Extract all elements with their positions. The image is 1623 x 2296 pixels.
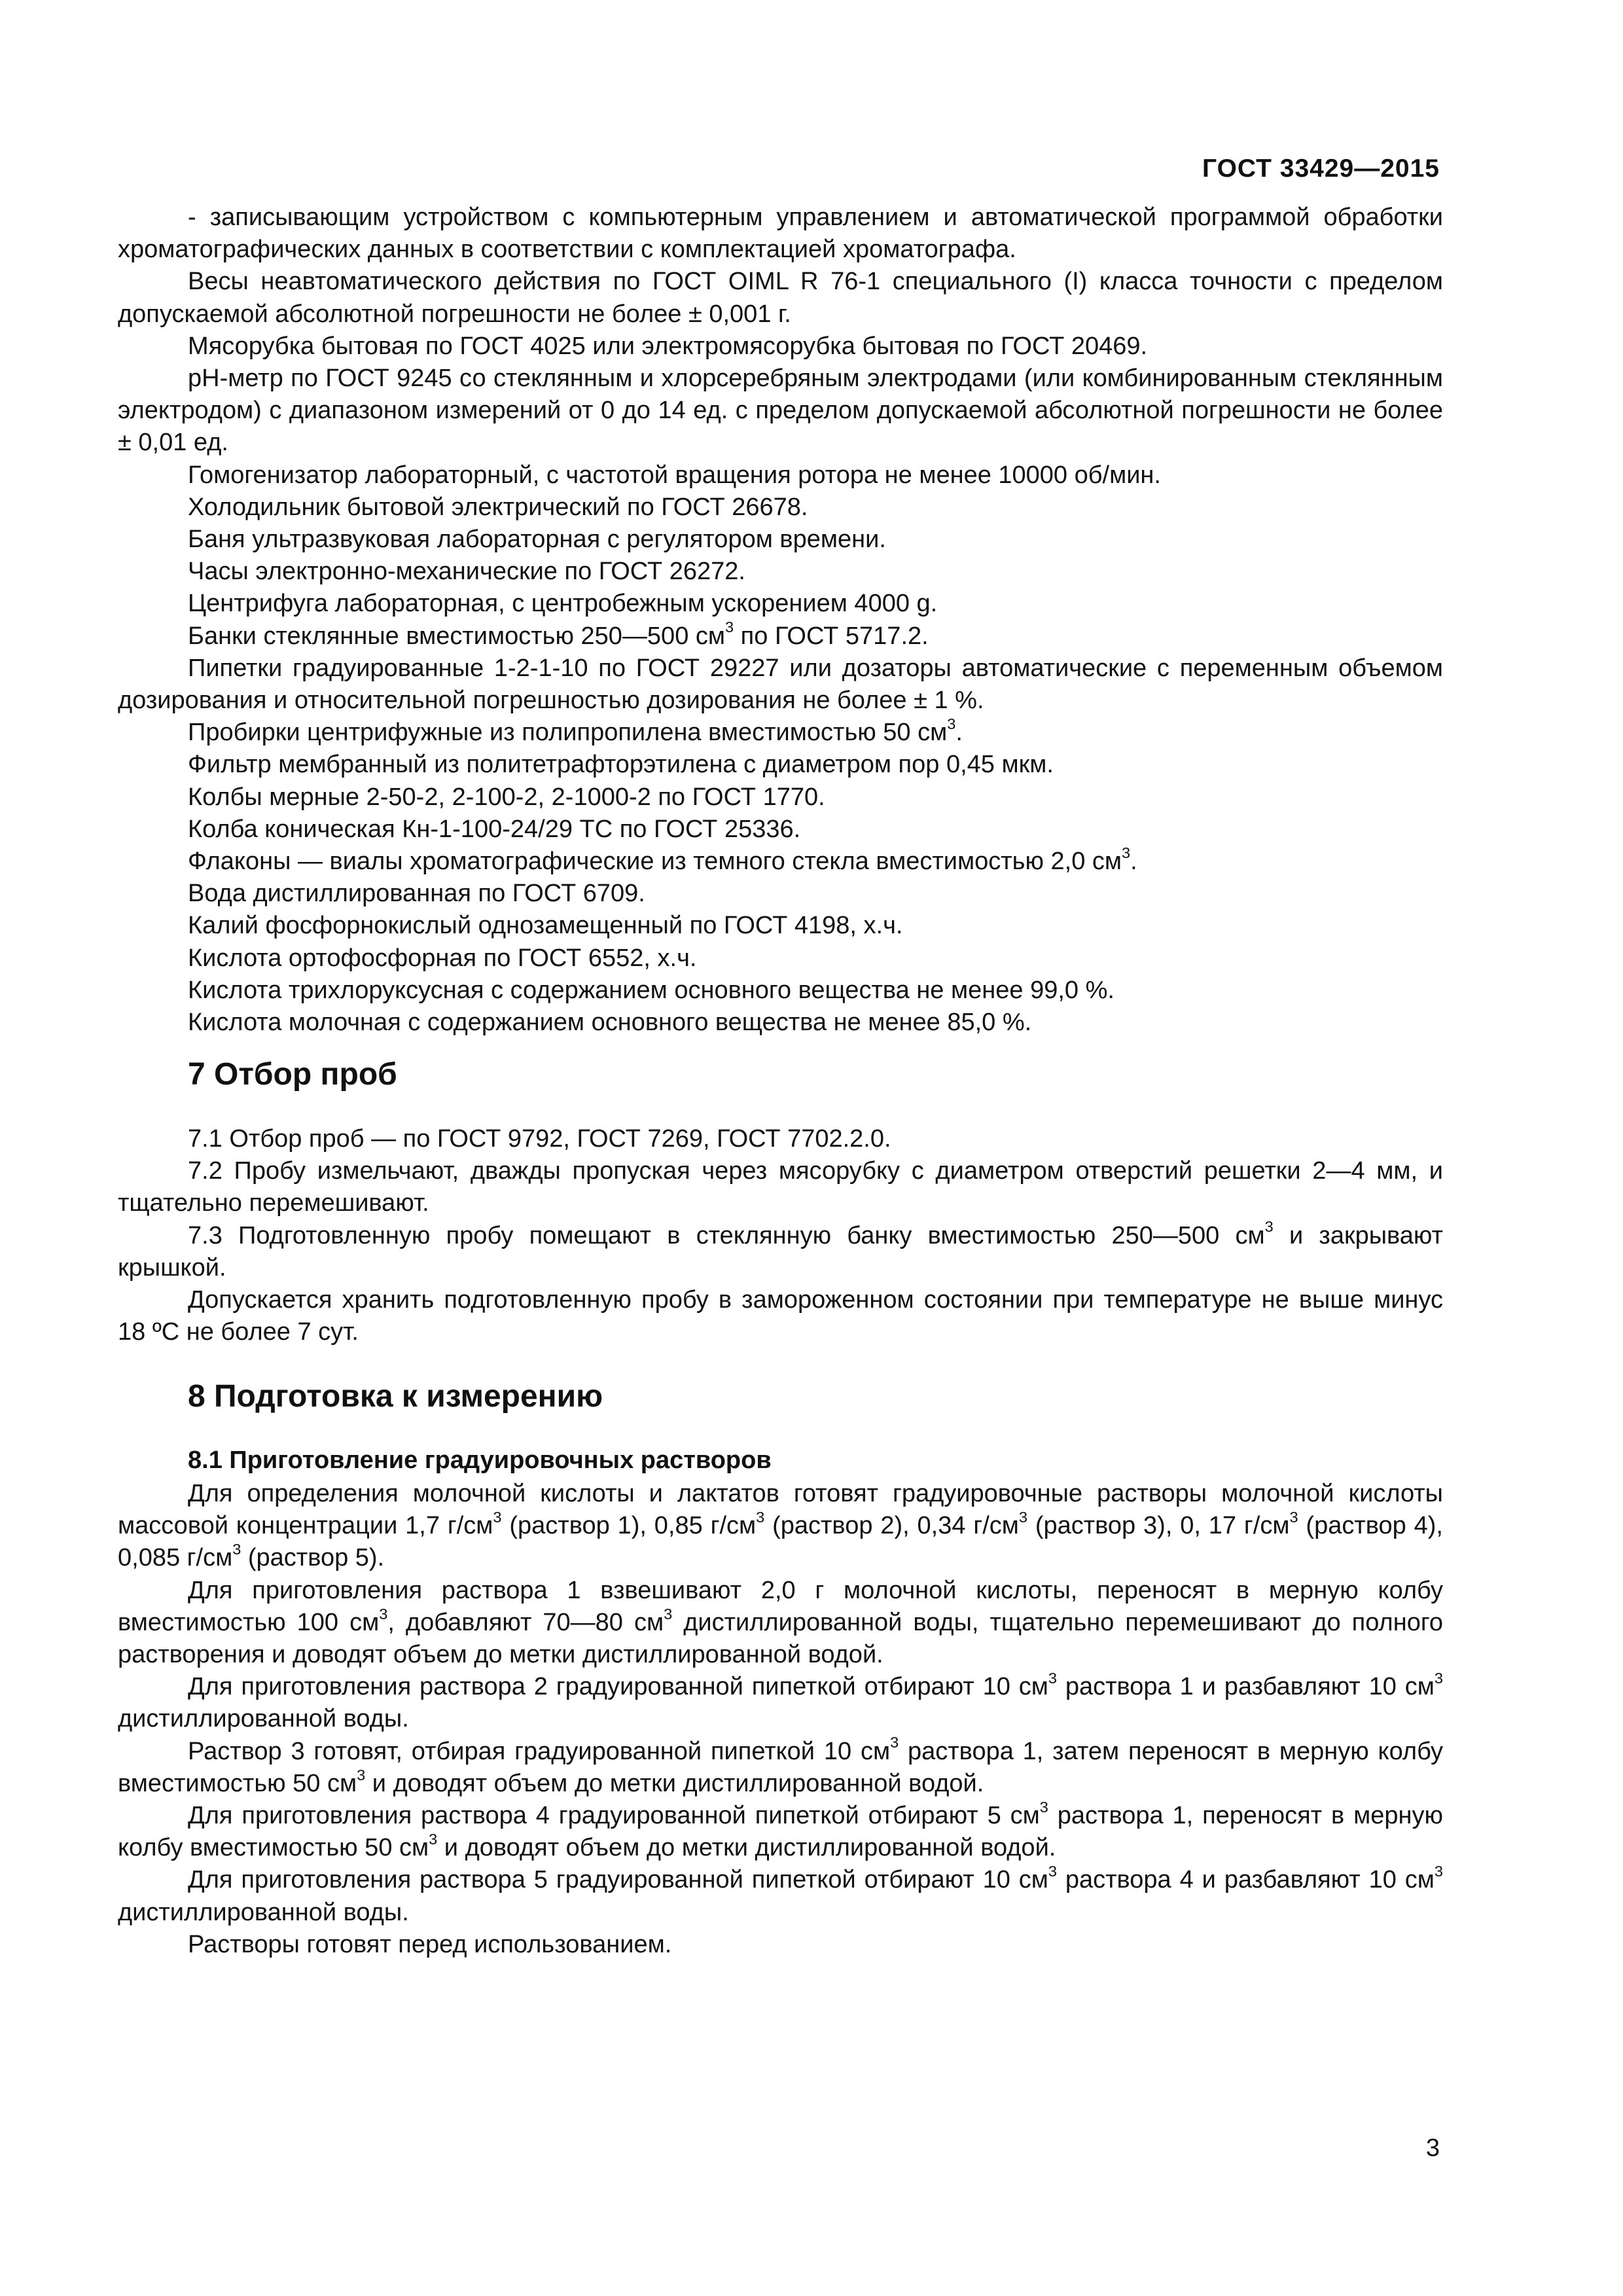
paragraph: Растворы готовят перед использованием. [188,1930,672,1958]
list-item: Пробирки центрифужные из полипропилена вместимостью 50 $см^3$. [188,715,963,747]
list-item: Кислота ортофосфорная по ГОСТ 6552, х.ч. [188,944,697,972]
list-item: Центрифуга лабораторная, с центробежным ускорением 4000 g. [188,590,938,618]
list-item: Флаконы — виалы хроматографические из темного стекла вместимостью 2,0 $см^3$. [188,844,1137,876]
list-item: Фильтр мембранный из политетрафторэтилена с диаметром пор 0,45 мкм. [188,751,1054,779]
list-item: Кислота трихлоруксусная с содержанием основного вещества не менее 99,0 %. [188,976,1115,1004]
list-item: Мясорубка бытовая по ГОСТ 4025 или электромясорубка бытовая по ГОСТ 20469. [188,332,1148,360]
list-item: Гомогенизатор лабораторный, с частотой вращения ротора не менее 10000 об/мин. [188,461,1161,489]
paragraph: 7.1 Отбор проб — по ГОСТ 9792, ГОСТ 7269, ГОСТ 7702.2.0. [188,1125,891,1153]
list-item: Колба коническая Кн-1-100-24/29 ТС по ГОСТ 25336. [188,815,801,843]
paragraph: Для определения молочной кислоты и лактатов готовят градуировочные растворы молочной кислоты массовой концентрации 1,7 $г/см^3$ (раствор 1), 0,85 $г/см^3$ (раствор 2), 0,34 $г/см^3$ (раствор 3), 0, 17 $г/см^3$ (раствор 4), 0,085 $г/см^3$ (раствор 5). [118,1480,1443,1572]
paragraph: Для приготовления раствора 4 градуированной пипеткой отбирают 5 $см^3$ раствора 1, переносят в мерную колбу вместимостью 50 $см^3$ и доводят объем до метки дистиллированной водой. [118,1798,1444,1862]
paragraph: Раствор 3 готовят, отбирая градуированной пипеткой 10 $см^3$ раствора 1, затем переносят в мерную колбу вместимостью 50 $см^3$ и доводят объем до метки дистиллированной водой. [118,1734,1444,1797]
list-item: pH-метр по ГОСТ 9245 со стеклянным и хлорсеребряным электродами (или комбинированным стеклянным электродом) с диапазоном измерений от 0 до 14 ед. с пределом допускаемой абсолютной погрешности не более ± 0,01 ед. [118,365,1443,457]
list-item: - записывающим устройством с компьютерным управлением и автоматической программой обработки хроматографических данных в соответствии с комплектацией хроматографа. [118,204,1443,264]
list-item: Баня ультразвуковая лабораторная с регулятором времени. [188,526,886,554]
list-item: Холодильник бытовой электрический по ГОСТ 26678. [188,493,808,521]
paragraph: Для приготовления раствора 2 градуированной пипеткой отбирают 10 $см^3$ раствора 1 и разбавляют 10 $см^3$ дистиллированной воды. [118,1670,1443,1733]
paragraph: 7.2 Пробу измельчают, дважды пропуская через мясорубку с диаметром отверстий решетки 2—4 мм, и тщательно перемешивают. [118,1157,1443,1217]
paragraph: Для приготовления раствора 1 взвешивают 2,0 г молочной кислоты, переносят в мерную колбу вместимостью 100 $см^3$, добавляют 70—80 $см^3$ дистиллированной воды, тщательно перемешивают до полного растворения и доводят объем до метки дистиллированной водой. [118,1576,1443,1669]
section-7-body [118,1123,1443,1348]
section-8-heading: 8 Подготовка к измерению [188,1379,603,1414]
section-8-body [118,1478,1443,1961]
list-item: Весы неавтоматического действия по ГОСТ OIML R 76-1 специального (I) класса точности с пределом допускаемой абсолютной погрешности не более ± 0,001 г. [118,268,1443,328]
page-number: 3 [1425,2134,1440,2162]
paragraph: Для приготовления раствора 5 градуированной пипеткой отбирают 10 $см^3$ раствора 4 и разбавляют 10 $см^3$ дистиллированной воды. [118,1863,1443,1926]
document-header: ГОСТ 33429—2015 [1202,154,1440,183]
list-item: Банки стеклянные вместимостью 250—500 $см^3$ по ГОСТ 5717.2. [188,619,929,650]
equipment-list [118,202,1443,1039]
paragraph: 7.3 Подготовленную пробу помещают в стеклянную банку вместимостью 250—500 $см^3$ и закрывают крышкой. [118,1218,1443,1282]
list-item: Колбы мерные 2-50-2, 2-100-2, 2-1000-2 по ГОСТ 1770. [188,783,825,811]
list-item: Вода дистиллированная по ГОСТ 6709. [188,880,645,908]
paragraph: Допускается хранить подготовленную пробу в замороженном состоянии при температуре не выше минус 18 ºС не более 7 сут. [118,1286,1443,1346]
list-item: Часы электронно-механические по ГОСТ 26272. [188,558,745,586]
section-7-heading: 7 Отбор проб [188,1057,397,1092]
subsection-8-1-heading: 8.1 Приготовление градуировочных растворов [188,1446,772,1474]
list-item: Калий фосфорнокислый однозамещенный по ГОСТ 4198, х.ч. [188,912,903,940]
list-item: Кислота молочная с содержанием основного вещества не менее 85,0 %. [188,1009,1032,1037]
list-item: Пипетки градуированные 1-2-1-10 по ГОСТ 29227 или дозаторы автоматические с переменным объемом дозирования и относительной погрешностью дозирования не более ± 1 %. [118,654,1443,715]
